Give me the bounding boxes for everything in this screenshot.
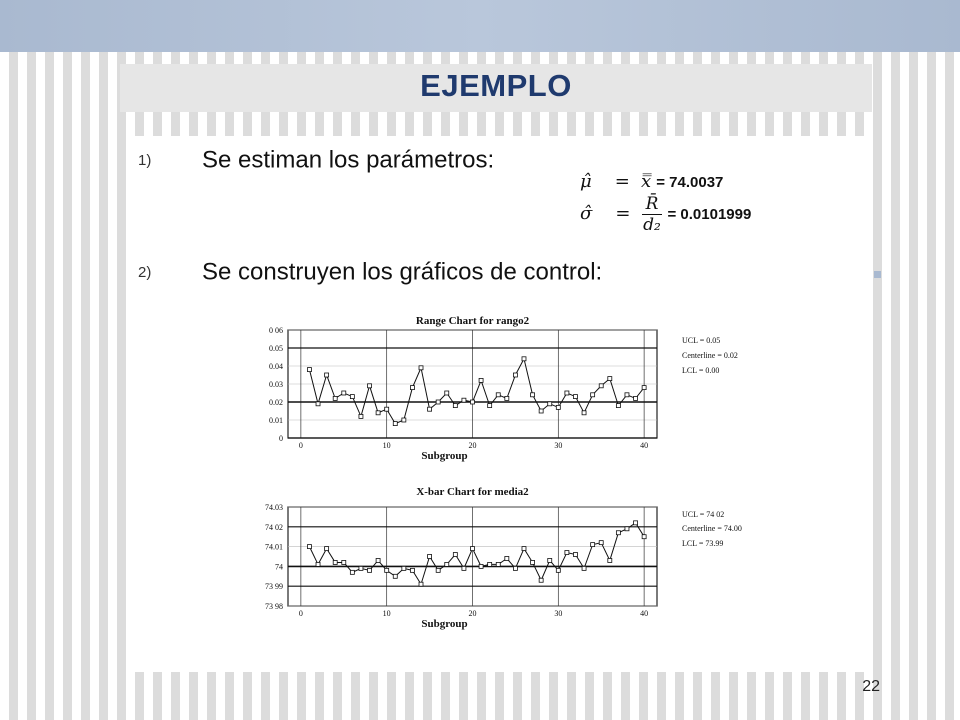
x-axis-label: Subgroup [421, 618, 468, 630]
data-point [402, 566, 406, 570]
x-tick-label: 20 [468, 609, 477, 618]
data-point [316, 562, 320, 566]
data-point [316, 402, 320, 406]
x-tick-label: 0 [298, 609, 303, 618]
data-point [565, 551, 569, 555]
x-axis-label: Subgroup [421, 450, 468, 462]
data-point [556, 568, 560, 572]
data-point [625, 527, 629, 531]
data-point [479, 378, 483, 382]
data-point [599, 541, 603, 545]
page-number: 22 [862, 678, 880, 695]
data-point [419, 366, 423, 370]
data-point [608, 558, 612, 562]
data-point [419, 582, 423, 586]
legend-entry: UCL = 74 02 [682, 510, 725, 519]
y-tick-label: 74 02 [265, 522, 283, 532]
data-point [342, 391, 346, 395]
data-point [376, 411, 380, 415]
data-point [359, 414, 363, 418]
data-point [359, 566, 363, 570]
chart-title: X-bar Chart for media2 [416, 486, 529, 498]
list-item-number: 2) [138, 264, 152, 282]
data-point [488, 404, 492, 408]
data-point [496, 562, 500, 566]
formula-lhs: μ̂ [580, 171, 592, 192]
y-tick-label: 0.01 [269, 416, 283, 425]
slide-title: EJEMPLO [420, 68, 572, 103]
data-point [505, 556, 509, 560]
fraction-denominator: d₂ [643, 215, 661, 235]
x-tick-label: 30 [554, 441, 563, 450]
data-point [462, 566, 466, 570]
data-point [642, 535, 646, 539]
data-point [471, 400, 475, 404]
list-item-number: 1) [138, 152, 152, 170]
data-point [436, 400, 440, 404]
data-point [376, 558, 380, 562]
data-point [350, 395, 354, 399]
x-tick-label: 10 [382, 441, 391, 450]
data-point [488, 562, 492, 566]
data-point [634, 396, 638, 400]
data-point [385, 568, 389, 572]
formula-equals: = [615, 203, 631, 224]
formula-value: = 74.0037 [656, 174, 724, 191]
data-point [599, 384, 603, 388]
data-point [445, 562, 449, 566]
data-point [393, 422, 397, 426]
data-point [513, 566, 517, 570]
data-point [410, 386, 414, 390]
x-tick-label: 10 [382, 609, 391, 618]
legend-entry: LCL = 73.99 [682, 539, 724, 548]
x-tick-label: 40 [640, 609, 649, 618]
data-point [333, 396, 337, 400]
data-point [462, 398, 466, 402]
y-tick-label: 74.01 [265, 542, 283, 552]
y-tick-label: 73 98 [265, 602, 283, 611]
fraction-numerator: R̄ [642, 194, 663, 215]
data-point [608, 377, 612, 381]
data-point [445, 391, 449, 395]
data-point [591, 393, 595, 397]
series-line [309, 359, 644, 424]
legend-entry: LCL = 0.00 [682, 366, 720, 375]
data-point [539, 578, 543, 582]
data-point [428, 555, 432, 559]
data-point [325, 373, 329, 377]
y-tick-label: 74.03 [265, 503, 283, 512]
data-point [393, 574, 397, 578]
data-point [453, 553, 457, 557]
data-point [591, 543, 595, 547]
x-tick-label: 40 [640, 441, 649, 450]
data-point [436, 568, 440, 572]
data-point [333, 560, 337, 564]
data-point [634, 521, 638, 525]
data-point [471, 547, 475, 551]
list-item-text: Se construyen los gráficos de control: [202, 258, 603, 286]
chart-title: Range Chart for rango2 [415, 315, 530, 327]
data-point [479, 564, 483, 568]
data-point [556, 405, 560, 409]
y-tick-label: 0.02 [269, 398, 283, 407]
data-point [522, 547, 526, 551]
legend-entry: Centerline = 74.00 [682, 524, 742, 533]
data-point [496, 393, 500, 397]
data-point [368, 568, 372, 572]
x-tick-label: 20 [468, 441, 477, 450]
data-point [616, 404, 620, 408]
data-point [325, 547, 329, 551]
data-point [642, 386, 646, 390]
x-tick-label: 0 [298, 441, 303, 450]
formula-lhs: σ̂ [580, 203, 593, 224]
data-point [573, 553, 577, 557]
data-point [522, 357, 526, 361]
data-point [582, 566, 586, 570]
data-point [307, 545, 311, 549]
data-point [531, 393, 535, 397]
y-tick-label: 0.03 [269, 380, 283, 389]
data-point [505, 396, 509, 400]
y-tick-label: 0 06 [269, 326, 283, 335]
x-tick-label: 30 [554, 609, 563, 618]
data-point [402, 418, 406, 422]
legend-entry: UCL = 0.05 [682, 336, 721, 345]
formula-value: = 0.0101999 [667, 206, 752, 223]
data-point [573, 395, 577, 399]
y-tick-label: 0.04 [269, 362, 283, 371]
data-point [539, 409, 543, 413]
data-point [368, 384, 372, 388]
data-point [342, 560, 346, 564]
data-point [307, 368, 311, 372]
series-line [309, 523, 644, 584]
y-tick-label: 73 99 [265, 582, 283, 592]
y-tick-label: 0 [279, 434, 283, 443]
data-point [616, 531, 620, 535]
y-tick-label: 74 [275, 562, 283, 572]
formula-equals: = [614, 171, 630, 192]
data-point [385, 407, 389, 411]
data-point [565, 391, 569, 395]
y-tick-label: 0.05 [269, 344, 283, 353]
data-point [548, 558, 552, 562]
legend-entry: Centerline = 0.02 [682, 351, 738, 360]
data-point [625, 393, 629, 397]
data-point [513, 373, 517, 377]
data-point [548, 402, 552, 406]
data-point [531, 560, 535, 564]
data-point [350, 570, 354, 574]
list-item-text: Se estiman los parámetros: [202, 146, 495, 174]
data-point [428, 407, 432, 411]
data-point [453, 404, 457, 408]
formula-rhs: x̿ [640, 171, 652, 192]
data-point [582, 411, 586, 415]
data-point [410, 568, 414, 572]
